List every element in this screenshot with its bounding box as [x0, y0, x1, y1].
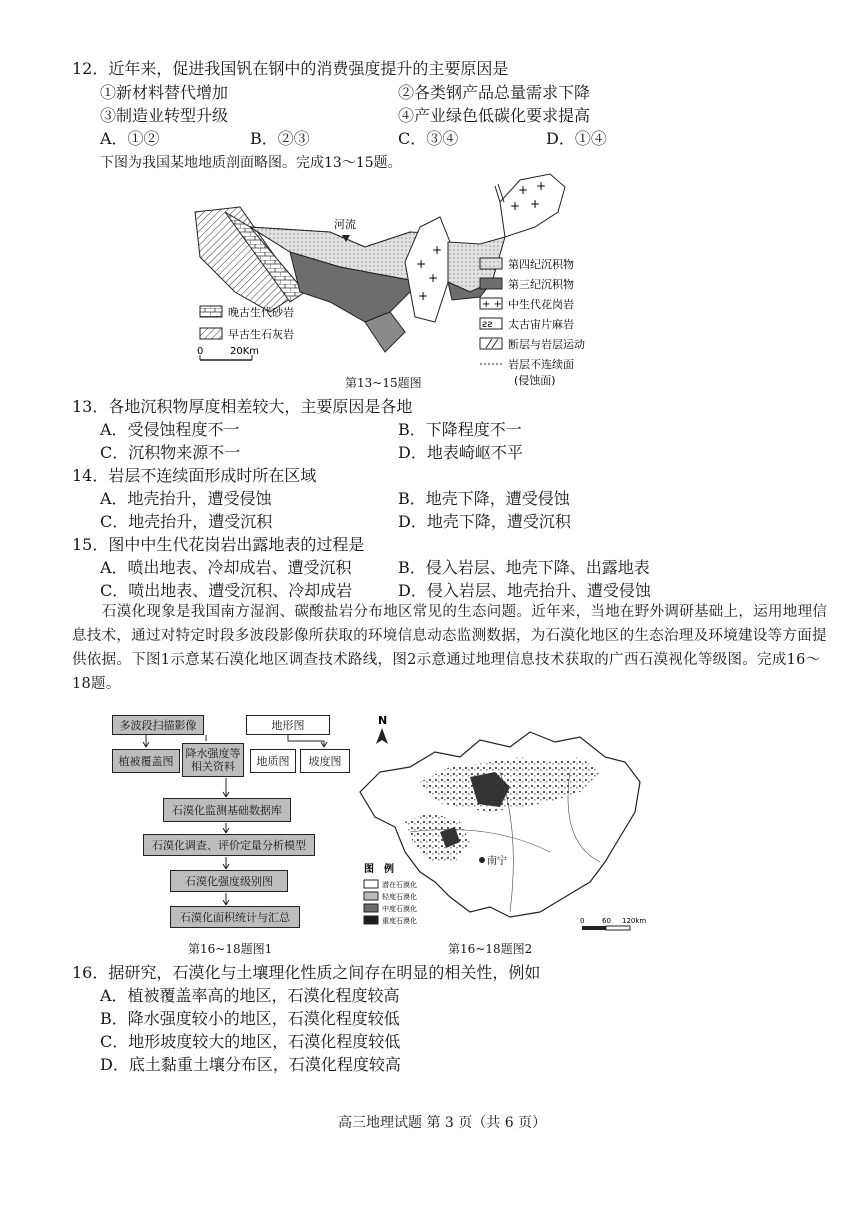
q15-option-b: B．侵入岩层、地壳下降、出露地表: [398, 558, 650, 577]
flow-box-precip: 降水强度等相关资料: [182, 743, 244, 777]
q12-stem: 12．近年来，促进我国钒在钢中的消费强度提升的主要原因是: [72, 59, 509, 78]
q16-stem: 16．据研究，石漠化与土壤理化性质之间存在明显的相关性，例如: [72, 963, 541, 982]
passage-16-18: 石漠化现象是我国南方湿润、碳酸盐岩分布地区常见的生态问题。近年来，当地在野外调研基础上，运用地理信息技术，通过对特定时段多波段影像所获取的环境信息动态监测数据，为石漠化地区的生态治理及环境建设等方面提供依据。下图1示意某石漠化地区调查技术路线，图2示意通过地理信息技术获取的广西石漠视化等级图。完成16～18题。: [72, 604, 828, 692]
map-legend-potential: 潜在石漠化: [382, 881, 417, 889]
svg-text:+: +: [518, 183, 529, 197]
q16-option-c: C．地形坡度较大的地区，石漠化程度较低: [100, 1032, 401, 1051]
flowchart-caption: 第16~18题图1: [188, 942, 273, 956]
flow-box-geomap: 地质图: [250, 749, 296, 773]
map-scale-0: 0: [580, 917, 585, 925]
map-scale-120: 120km: [622, 917, 647, 925]
scale-zero: 0: [197, 346, 204, 357]
q15-stem: 15．图中中生代花岗岩出露地表的过程是: [72, 535, 365, 554]
q16-option-a: A．植被覆盖率高的地区，石漠化程度较高: [100, 986, 400, 1005]
legend-quaternary: 第四纪沉积物: [508, 258, 574, 271]
q14-option-a: A．地壳抬升，遭受侵蚀: [100, 489, 272, 508]
q14-stem: 14．岩层不连续面形成时所在区域: [72, 466, 317, 485]
province-outline: [360, 732, 640, 917]
flow-box-slope: 坡度图: [300, 749, 350, 773]
map-legend-light: 轻度石漠化: [382, 893, 417, 901]
figure1-caption: 第13~15题图: [345, 376, 422, 390]
q14-option-d: D．地壳下降，遭受沉积: [398, 512, 571, 531]
svg-text:+: +: [418, 289, 429, 303]
q16-option-d: D．底土黏重土壤分布区，石漠化程度较高: [100, 1055, 401, 1074]
scale-km: 20Km: [230, 346, 260, 357]
legend-fault: 断层与岩层运动: [508, 338, 585, 351]
map-caption: 第16~18题图2: [448, 942, 533, 956]
svg-text:+: +: [530, 197, 541, 211]
map-legend-heavy: 重度石漠化: [382, 917, 417, 925]
q13-option-d: D．地表崎岖不平: [398, 443, 523, 462]
svg-text:+: +: [416, 257, 427, 271]
city-nanning: 南宁: [487, 856, 507, 867]
q12-item-4: ④产业绿色低碳化要求提高: [398, 106, 591, 125]
legend-erosion-surface: (侵蚀面): [514, 374, 556, 387]
svg-text:+: +: [428, 271, 439, 285]
q15-option-a: A．喷出地表、冷却成岩、遭受沉积: [100, 558, 352, 577]
svg-text:+: +: [432, 243, 443, 257]
q16-option-b: B．降水强度较小的地区，石漠化程度较低: [100, 1009, 400, 1028]
q12-option-d: D．①④: [546, 129, 607, 148]
intro-13-15: 下图为我国某地地质剖面略图。完成13～15题。: [100, 155, 402, 171]
q12-item-2: ②各类钢产品总量需求下降: [398, 83, 591, 102]
geologic-section-figure: [180, 172, 640, 394]
legend-unconformity: 岩层不连续面: [508, 358, 574, 371]
flow-box-database: 石漠化监测基础数据库: [163, 798, 291, 822]
q13-option-b: B．下降程度不一: [398, 420, 522, 439]
q14-option-c: C．地壳抬升，遭受沉积: [100, 512, 273, 531]
legend-limestone: 早古生石灰岩: [228, 328, 294, 341]
map-scale-60: 60: [602, 917, 611, 925]
flow-box-vegetation: 植被覆盖图: [112, 749, 180, 773]
north-arrow-icon: [376, 728, 388, 744]
q12-item-3: ③制造业转型升级: [100, 106, 229, 125]
q13-option-a: A．受侵蚀程度不一: [100, 420, 240, 439]
q13-option-c: C．沉积物来源不一: [100, 443, 241, 462]
q12-option-b: B．②③: [250, 129, 310, 148]
map-scale-bar: [582, 926, 606, 930]
flow-box-statistics: 石漠化面积统计与汇总: [170, 906, 300, 928]
flow-box-grade-map: 石漠化强度级别图: [170, 870, 288, 892]
q12-option-a: A．①②: [100, 129, 160, 148]
q15-option-c: C．喷出地表、遭受沉积、冷却成岩: [100, 581, 353, 600]
flow-box-imagery: 多波段扫描影像: [112, 715, 204, 735]
legend-granite: 中生代花岗岩: [508, 298, 574, 311]
legend-sandstone: 晚古生代砂岩: [228, 306, 294, 319]
svg-text:ꙅꙅ: ꙅꙅ: [482, 319, 493, 330]
q15-option-d: D．侵入岩层、地壳抬升、遭受侵蚀: [398, 581, 651, 600]
svg-text:+: +: [536, 179, 547, 193]
flow-arrows: [110, 733, 360, 913]
q13-stem: 13．各地沉积物厚度相差较大，主要原因是各地: [72, 397, 413, 416]
guangxi-map-figure: [350, 712, 660, 940]
q14-option-b: B．地壳下降，遭受侵蚀: [398, 489, 570, 508]
map-legend-title: 图 例: [364, 864, 394, 875]
limestone-block: [195, 207, 300, 312]
flow-box-model: 石漠化调查、评价定量分析模型: [143, 834, 315, 856]
page-footer: 高三地理试题 第 3 页（共 6 页）: [338, 1115, 547, 1131]
svg-text:+: +: [510, 199, 521, 213]
flow-box-topomap: 地形图: [246, 715, 330, 735]
legend-gneiss: 太古宙片麻岩: [508, 318, 574, 331]
north-label: N: [378, 714, 388, 727]
map-legend-medium: 中度石漠化: [382, 905, 417, 913]
svg-text:+ +: + +: [482, 299, 502, 310]
q12-item-1: ①新材料替代增加: [100, 83, 229, 102]
legend-tertiary: 第三纪沉积物: [508, 278, 574, 291]
q12-option-c: C．③④: [398, 129, 459, 148]
river-label: 河流: [334, 218, 356, 231]
